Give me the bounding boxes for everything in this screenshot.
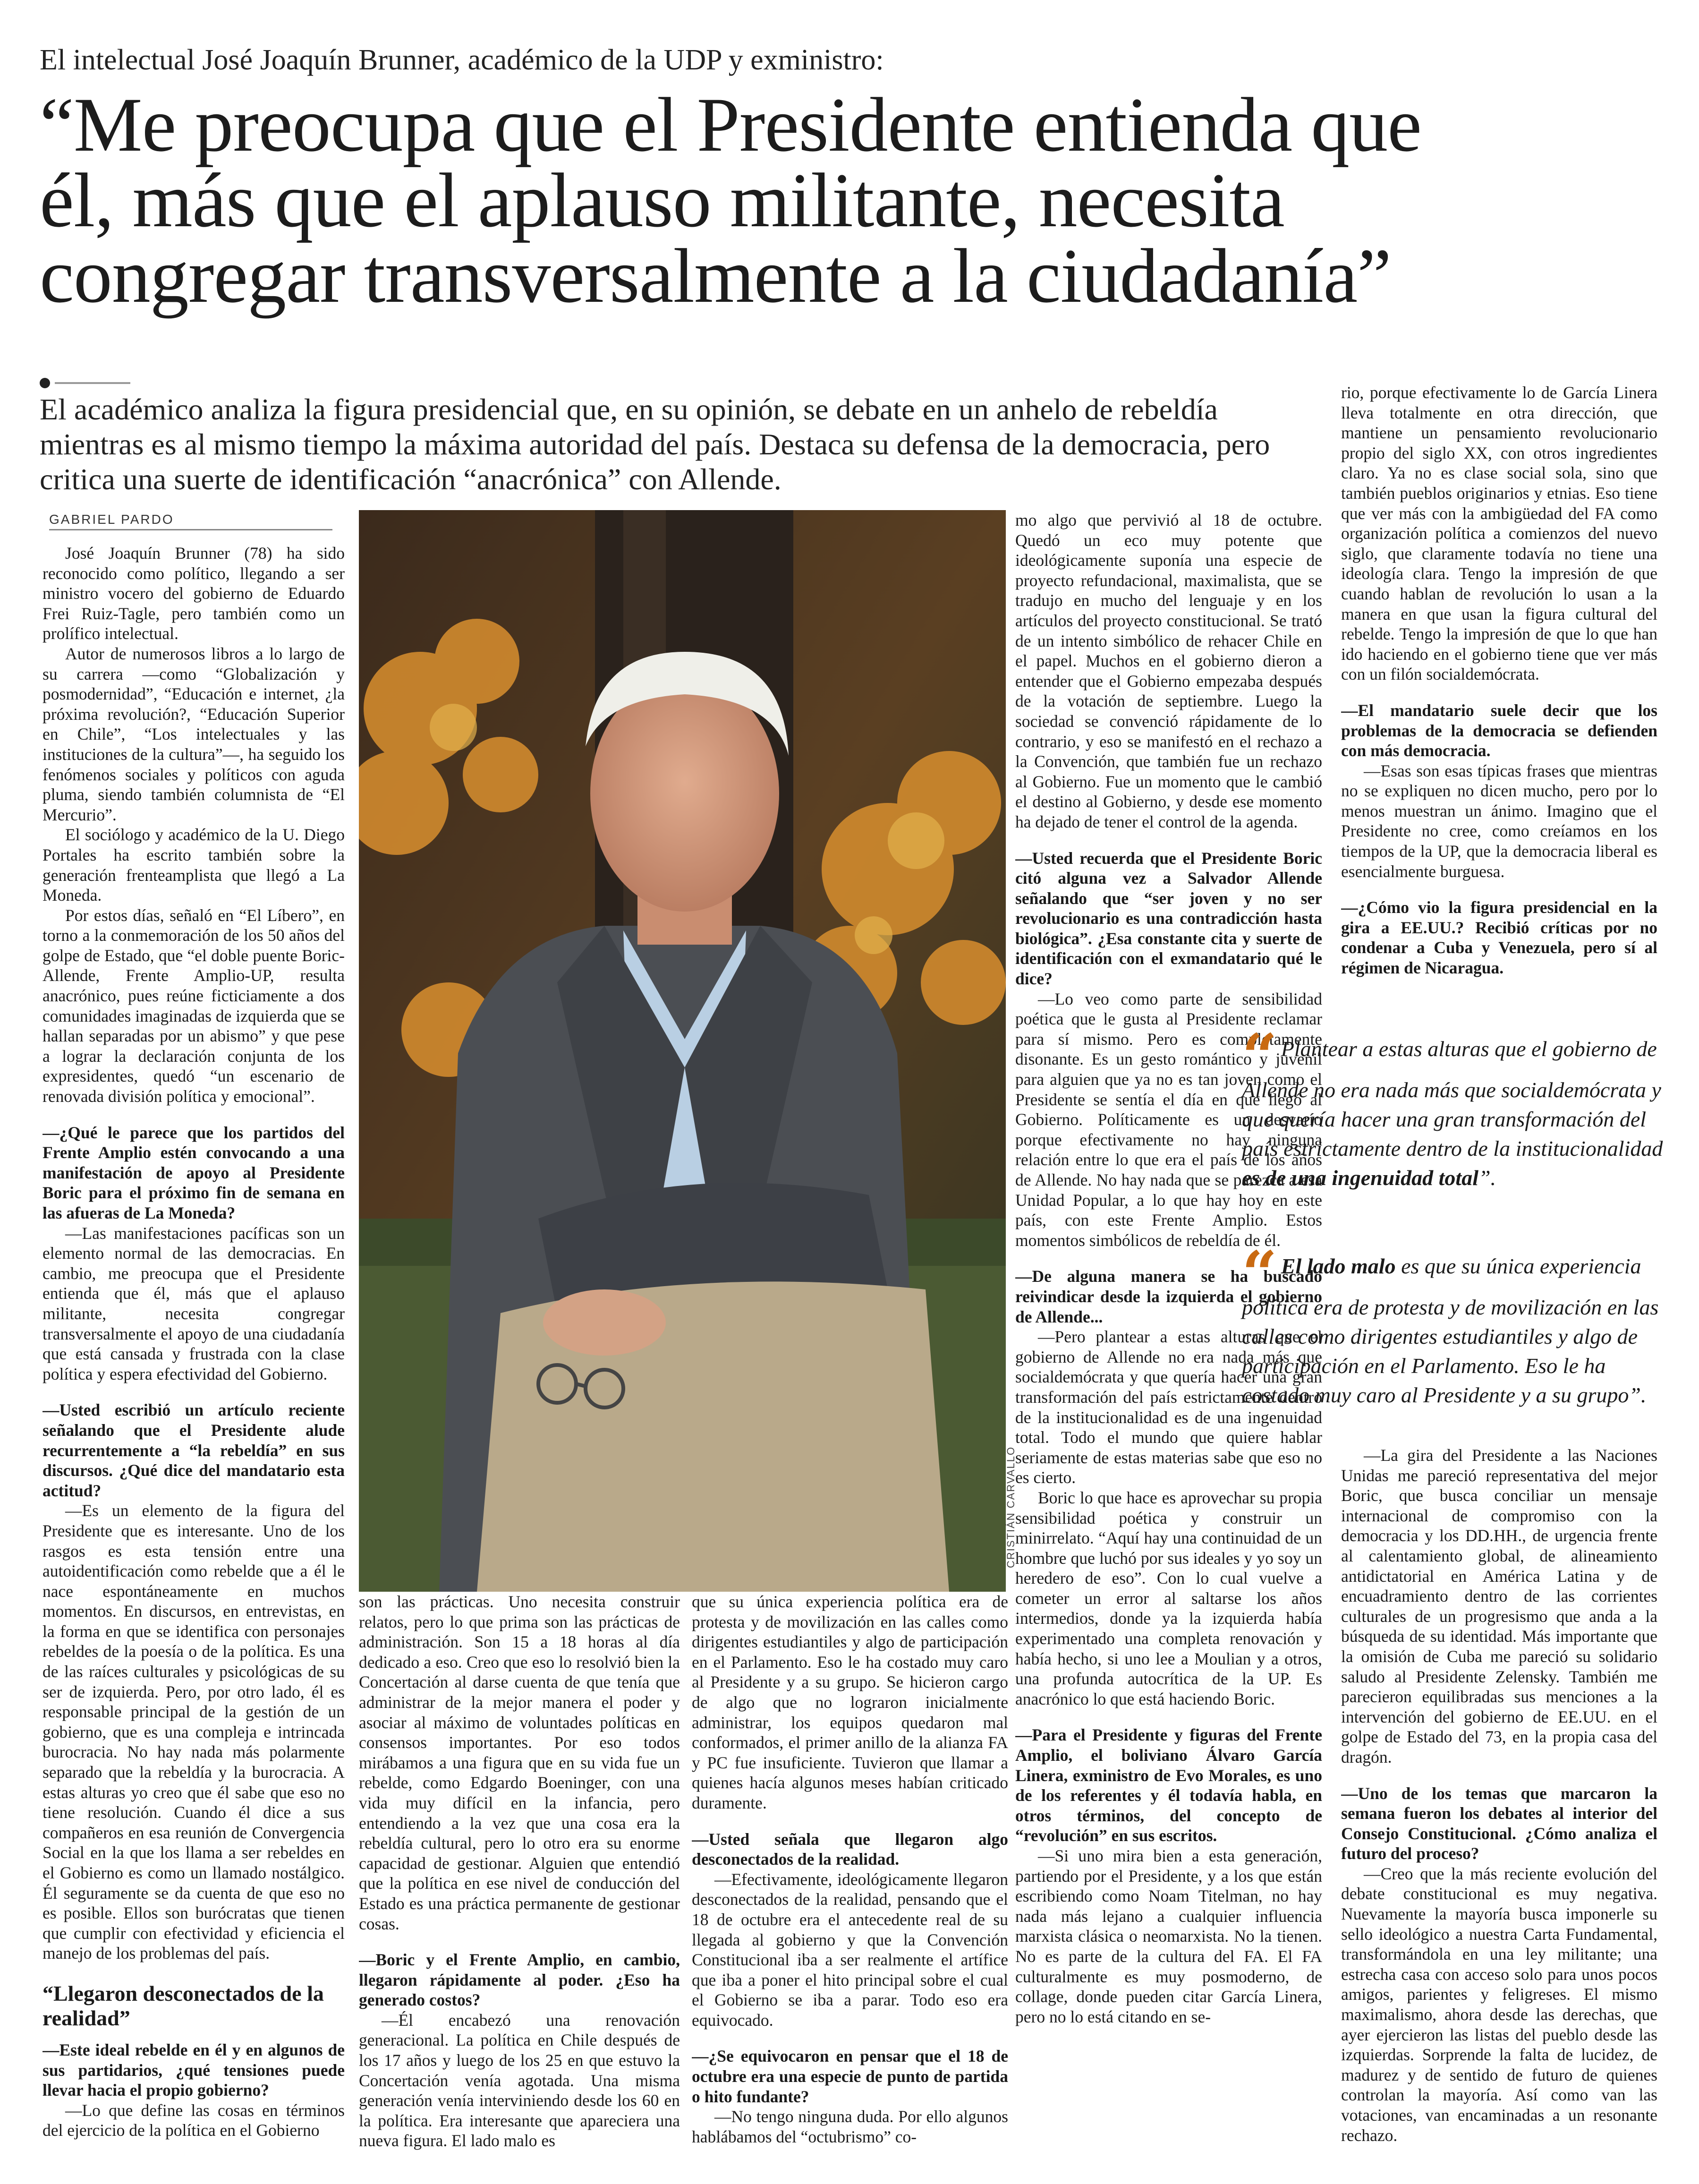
question: —Uno de los temas que marcaron la semana fueron los debates al interior del Consejo Constitucional. ¿Cómo analiza el futuro del proceso? (1341, 1783, 1657, 1863)
dek: El académico analiza la figura presidencial que, en su opinión, se debate en un anhelo de rebeldía mientras es al mismo tiempo la máxima autoridad del país. Destaca su defensa de la democracia, pero critica una suerte de identificación “anacrónica” con Allende. (40, 392, 1270, 496)
answer: —No tengo ninguna duda. Por ello algunos hablábamos del “octubrismo” co- (692, 2107, 1008, 2146)
answer: —Esas son esas típicas frases que mientras no se expliquen no dicen mucho, pero por lo menos muestran un ánimo. Imagino que el Presidente no cree, como creíamos en los tiempos de la UP, que la democracia liberal es esencialmente burguesa. (1341, 761, 1657, 881)
question: —Este ideal rebelde en él y en algunos de sus partidarios, ¿qué tensiones puede llevar hacia el propio gobierno? (42, 2040, 345, 2100)
answer: —Efectivamente, ideológicamente llegaron desconectados de la realidad, pensando que el 18 de octubre era el antecedente real de su llegada al gobierno y que la Convención Constitucional iba a ser realmente el artífice que iba a poner el hito principal sobre el cual el Gobierno se iba a parar. Todo eso era equivocado. (692, 1869, 1008, 2030)
question: —Usted señala que llegaron algo desconectados de la realidad. (692, 1829, 1008, 1869)
question: —El mandatario suele decir que los problemas de la democracia se defienden con más democracia. (1341, 700, 1657, 760)
divider (49, 529, 332, 530)
headline-line-2: él, más que el aplauso militante, necesita (40, 158, 1284, 243)
paragraph: El sociólogo y académico de la U. Diego Portales ha escrito también sobre la generación frenteamplista que llegó a La Moneda. (42, 825, 345, 905)
paragraph: Boric lo que hace es aprovechar su propia sensibilidad poética y construir un minirrelato. “Aquí hay una continuidad de un hombre que luchó por sus ideales y yo soy un heredero de eso”. Con lo cual vuelve a cometer un error al saltarse los años intermedios, donde ya la izquierda había experimentado una completa renovación y había hecho, si uno lee a Moulian y a otros, una profunda autocrítica de la UP. Es anacrónico lo que está haciendo Boric. (1015, 1488, 1322, 1708)
question: —Usted escribió un artículo reciente señalando que el Presidente alude recurrentemente a “la rebeldía” en sus discursos. ¿Qué dice del mandatario esta actitud? (42, 1400, 345, 1500)
answer: mo algo que pervivió al 18 de octubre. Quedó un eco muy potente que ideológicamente suponía una especie de proyecto refundacional, maximalista, que se tradujo en mucho del lenguaje y en los artículos del proyecto constitucional. Se trató de un intento simbólico de rehacer Chile en el papel. Muchos en el gobierno dieron a entender que el Gobierno empezaba después de la votación de septiembre. Luego la sociedad se convenció rápidamente de lo contrario, y eso se manifestó en el rechazo a la Convención, que también fue un rechazo al Gobierno. Fue un momento que le cambió el destino al Gobierno, y desde ese momento ha dejado de tener el control de la agenda. (1015, 511, 1322, 831)
kicker: El intelectual José Joaquín Brunner, académico de la UDP y exministro: (40, 44, 884, 76)
answer: son las prácticas. Uno necesita construir relatos, pero lo que prima son las prácticas de administración. Son 15 a 18 horas al día dedicado a eso. Creo que eso lo resolvió bien la Concertación al darse cuenta de que tenía que administrar de la mejor manera el poder y asociar al máximo de voluntades políticas en consensos importantes. Por eso todos mirábamos a una figura que en su vida fue un rebelde, como Edgardo Boeninger, con una vida muy difícil en la infancia, pero entendiendo a la vez que una cosa era la rebeldía cultural, pero lo otro era su enorme capacidad de gestionar. Alguien que entendió que la política en ese nivel de conducción del Estado es una práctica permanente de gestionar cosas. (359, 1592, 680, 1933)
photo-credit: CRISTIÁN CARVALLO (1005, 1446, 1017, 1568)
pull-quote-emphasis: El lado malo (1281, 1254, 1396, 1278)
pull-quote-text: es que su única experiencia política era de protesta y de movilización en las calles como dirigentes estudiantiles y algo de participación en el Parlamento. Eso le ha costado muy caro al Presidente y a su grupo”. (1242, 1254, 1659, 1407)
question: —¿Qué le parece que los partidos del Frente Amplio estén convocando a una manifestación de apoyo al Presidente Boric para el próximo fin de semana en las afueras de La Moneda? (42, 1123, 345, 1222)
headline-line-3: congregar transversalmente a la ciudadanía” (40, 233, 1391, 319)
answer: —Creo que la más reciente evolución del debate constitucional es muy negativa. Nuevamente la mayoría busca imponerle su sello ideológico a nuestra Carta Fundamental, transformándola en una ley militante; una estrecha casa con acceso solo para unos pocos amigos, parientes y feligreses. El mismo maximalismo, ahora desde las derechas, que ayer ejercieron las listas del pueblo desde las izquierdas. Sorprende la falta de lucidez, de madurez y de sentido de futuro de quienes controlan la mayoría. Así como van las votaciones, van encaminadas a un resonante rechazo. (1341, 1864, 1657, 2145)
answer: —Pero plantear a estas alturas que el gobierno de Allende no era nada más que socialdemócrata y que quería hacer una gran transformación del país estrictamente dentro de la institucionalidad es de una ingenuidad total. Todo el mundo que quiere hablar seriamente de estas materias sabe que eso no es cierto. (1015, 1327, 1322, 1487)
answer: —Es un elemento de la figura del Presidente que es interesante. Uno de los rasgos es esta tensión entre una autoidentificación como rebelde que a él le nace espontáneamente en muchos momentos. En discursos, en entrevistas, en la forma en que se identifica con personajes rebeldes de la poesía o de la política. Es una de las raíces culturales y psicológicas de su ser de izquierda. Pero, por otro lado, él es responsable principal de la gestión de un gobierno, que es una compleja e intrincada burocracia. No hay nada más polarmente separado que la rebeldía y la burocracia. A estas alturas yo creo que él sabe que eso no tiene resolución. Cuando él dice a sus compañeros en esa reunión de Convergencia Social en la que los llama a ser rebeldes en el Gobierno es como un llamado nostálgico. Él seguramente se da cuenta de que eso no es posible. Ellos son burócratas que tienen que cumplir con efectividad y eficiencia el manejo de los problemas del país. (42, 1501, 345, 1963)
answer: rio, porque efectivamente lo de García Linera lleva totalmente en otra dirección, que mantiene un pensamiento revolucionario propio del siglo XX, con otros ingredientes claro. Ya no es clase social sola, sino que también pueblos originarios y etnias. Eso tiene que ver más con la ambigüedad del FA como organización política a comienzos del nuevo siglo, que claramente todavía no tiene una ideología clara. Tengo la impresión de que cuando hablan de revolución lo usan a la manera en que usan la figura cultural del rebelde. Tengo la impresión de que lo que han ido haciendo en el gobierno tiene que ver más con un filón socialdemócrata. (1341, 383, 1657, 684)
question: —¿Se equivocaron en pensar que el 18 de octubre era una especie de punto de partida o hito fundante? (692, 2047, 1008, 2106)
answer: —Lo veo como parte de sensibilidad poética que le gusta al Presidente reclamar para sí mismo. Pero es completamente disonante. Es un gesto romántico y juvenil para alguien que ya no es tan joven como el Presidente se sentía el día en que llegó al Gobierno. Políticamente es un desvarío porque efectivamente no hay ninguna relación entre lo que era el país de los años de Allende. No hay nada que se parezca a esa Unidad Popular, a lo que hay hoy en este país, con este Frente Amplio. Estos momentos simbólicos de rebeldía de él. (1015, 989, 1322, 1250)
portrait-photo (359, 510, 1006, 1592)
question: —Usted recuerda que el Presidente Boric citó alguna vez a Salvador Allende señalando que “ser joven y no ser revolucionario es una contradicción hasta biológica”. ¿Esa constante cita y suerte de identificación con el exmandatario qué le dice? (1015, 848, 1322, 989)
bullet-dot (40, 378, 50, 388)
question: —Para el Presidente y figuras del Frente Amplio, el boliviano Álvaro García Linera, exministro de Evo Morales, es uno de los referentes y él todavía habla, en otros términos, del concepto de “revolución” en sus escritos. (1015, 1725, 1322, 1845)
question: —De alguna manera se ha buscado reivindicar desde la izquierda el gobierno de Allende... (1015, 1267, 1322, 1326)
answer: —Las manifestaciones pacíficas son un elemento normal de las democracias. En cambio, me preocupa que el Presidente entienda que él, más que el aplauso militante, necesita congregar transversalmente el apoyo de una ciudadanía que está cansada y frustrada con la clase política y espera efectividad del Gobierno. (42, 1223, 345, 1383)
paragraph: Autor de numerosos libros a lo largo de su carrera —como “Globalización y posmodernidad”, “Educación e internet, ¿la próxima revolución?, “Educación Superior en Chile”, “Los intelectuales y las instituciones de la cultura”—, ha seguido los fenómenos sociales y políticos con aguda pluma, siendo también columnista de “El Mercurio”. (42, 644, 345, 824)
answer: —Lo que define las cosas en términos del ejercicio de la política en el Gobierno (42, 2100, 345, 2140)
question: —¿Cómo vio la figura presidencial en la gira a EE.UU.? Recibió críticas por no condenar a Cuba y Venezuela, pero sí al régimen de Nicaragua. (1341, 898, 1657, 978)
pull-quote-2 (1242, 1237, 1667, 1410)
byline: GABRIEL PARDO (49, 512, 174, 527)
answer: —Si uno mira bien a esta generación, partiendo por el Presidente, y a los que están escribiendo como Noam Titelman, no hay nada más lejano a cualquier influencia marxista clásica o neomarxista. No la tienen. No es parte de la cultura del FA. El FA culturalmente es muy posmoderno, de collage, donde pueden citar García Linera, pero no lo está citando en se- (1015, 1846, 1322, 2026)
paragraph: Por estos días, señaló en “El Líbero”, en torno a la conmemoración de los 50 años del golpe de Estado, que “el doble puente Boric-Allende, Frente Amplio-UP, resulta anacrónico, pues reúne ficticiamente a dos comunidades imaginadas de izquierda que se hallan separadas por un abismo” y que pese a lograr la declaración conjunta de los expresidentes, quedó “un escenario de renovada división política y emocional”. (42, 905, 345, 1106)
column-5-bottom (1341, 1445, 1657, 2177)
quote-mark-icon: “ (1242, 1237, 1277, 1310)
headline (40, 82, 1664, 319)
quote-mark-icon: “ (1242, 1020, 1277, 1092)
pull-quote-emphasis: es de una ingenuidad total (1242, 1166, 1478, 1190)
pull-quote-1 (1242, 1020, 1667, 1193)
column-3 (692, 1592, 1008, 2177)
column-5-top (1341, 383, 1657, 1020)
headline-line-1: “Me preocupa que el Presidente entienda que (40, 82, 1421, 168)
column-2 (359, 1592, 680, 2177)
divider (55, 382, 130, 384)
column-1 (42, 543, 345, 2177)
question: —Boric y el Frente Amplio, en cambio, llegaron rápidamente al poder. ¿Eso ha generado costos? (359, 1950, 680, 2010)
pull-quote-text: Plantear a estas alturas que el gobierno de Allende no era nada más que socialdemócrata y que quería hacer una gran transformación del país estrictamente dentro de la institucionalidad (1242, 1037, 1663, 1160)
answer: —La gira del Presidente a las Naciones Unidas me pareció representativa del mejor Boric, que busca conciliar un mensaje internacional de compromiso con la democracia y los DD.HH., de urgencia frente al calentamiento global, de alineamiento antidictatorial en América Latina y de encuadramiento dentro de las corrientes culturales de un progresismo que anda a la búsqueda de su identidad. Más importante que la omisión de Cuba me pareció su solidario saludo al Presidente Zelensky. También me parecieron equilibradas sus menciones a la intervención del gobierno de EE.UU. en el golpe de Estado del 73, en la propia casa del dragón. (1341, 1446, 1657, 1766)
pull-quote-end: ”. (1478, 1166, 1496, 1190)
answer: que su única experiencia política era de protesta y de movilización en las calles como dirigentes estudiantiles y algo de participación en el Parlamento. Eso le ha costado muy caro al Presidente y a su grupo. Se hicieron cargo de algo que no lograron inicialmente administrar, los equipos quedaron mal conformados, el primer anillo de la alianza FA y PC fue insuficiente. Tuvieron que llamar a quienes hacía algunos meses habían criticado duramente. (692, 1592, 1008, 1812)
paragraph: José Joaquín Brunner (78) ha sido reconocido como político, llegando a ser ministro vocero del gobierno de Eduardo Frei Ruiz-Tagle, pero también como un prolífico intelectual. (42, 544, 345, 643)
answer: —Él encabezó una renovación generacional. La política en Chile después de los 17 años y luego de los 25 en que estuvo la Concertación venía agotada. Una misma generación venía interviniendo desde los 60 en la política. Era interesante que apareciera una nueva figura. El lado malo es (359, 2010, 680, 2150)
subhead: “Llegaron desconectados de la realidad” (42, 1981, 324, 2030)
